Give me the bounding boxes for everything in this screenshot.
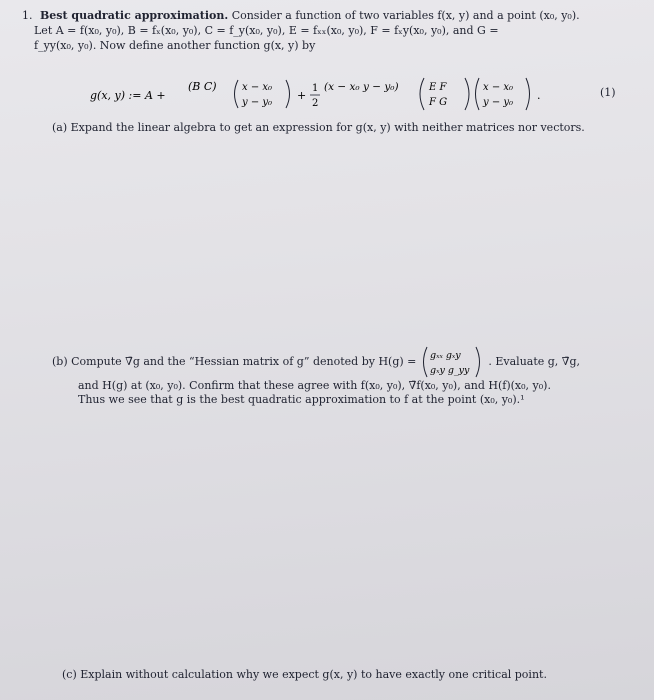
part-c: (c) Explain without calculation why we expect g(x, y) to have exactly one critical point.	[62, 668, 547, 681]
problem-number: 1.	[22, 9, 33, 22]
eq-plus: +	[297, 89, 307, 102]
eq-col1-top: x − x₀	[242, 82, 273, 93]
eq-matrix-bottom: F G	[429, 97, 448, 108]
hessian-top: gₓₓ gₓy	[430, 350, 462, 361]
intro-line-1	[22, 8, 637, 23]
eq-period: .	[537, 89, 541, 102]
eq-col1-bottom: y − y₀	[242, 97, 273, 108]
hessian-paren-right	[476, 347, 480, 377]
part-b-text-1-post: . Evaluate g, ∇̄g,	[488, 355, 581, 368]
intro-text-1: Consider a function of two variables f(x, y) and a point (x₀, y₀).	[231, 9, 580, 22]
part-b-line-1	[52, 345, 632, 379]
equation-number: (1)	[600, 86, 616, 99]
paren-left-matrix	[420, 78, 424, 110]
eq-half-den: 2	[312, 98, 319, 109]
eq-row-vector: (B C)	[188, 80, 217, 93]
part-b-line-3: Thus we see that g is the best quadratic approximation to f at the point (x₀, y₀).¹	[78, 393, 525, 406]
paren-right-2	[526, 78, 530, 110]
problem-title: Best quadratic approximation.	[40, 9, 229, 22]
eq-col2-top: x − x₀	[483, 82, 514, 93]
paren-right-1	[286, 80, 290, 108]
part-b-text-1: (b) Compute ∇̄g and the “Hessian matrix of g” denoted by H(g) =	[52, 355, 417, 368]
paren-left-2	[476, 78, 480, 110]
intro-line-3: f_yy(x₀, y₀). Now define another function g(x, y) by	[34, 39, 316, 52]
problem-header	[22, 8, 637, 53]
paren-right-matrix	[465, 78, 469, 110]
part-b-line-2: and H(g) at (x₀, y₀). Confirm that these agree with f(x₀, y₀), ∇̄f(x₀, y₀), and H(f)(x₀, y₀).	[78, 379, 551, 392]
paren-left-1	[235, 80, 239, 108]
hessian-paren-left	[424, 347, 428, 377]
equation-1	[90, 72, 560, 116]
eq-matrix-top: E F	[429, 82, 447, 93]
intro-line-2: Let A = f(x₀, y₀), B = fₓ(x₀, y₀), C = f_y(x₀, y₀), E = fₓₓ(x₀, y₀), F = fₓy(x₀, y₀), and G =	[34, 24, 499, 37]
eq-lhs: g(x, y) := A +	[90, 89, 166, 102]
eq-half-num: 1	[312, 83, 319, 94]
eq-col2-bottom: y − y₀	[483, 97, 514, 108]
part-b	[52, 345, 632, 407]
eq-row-vector-2: (x − x₀ y − y₀)	[324, 81, 399, 93]
part-a: (a) Expand the linear algebra to get an expression for g(x, y) with neither matrices nor vectors.	[52, 121, 585, 134]
hessian-bottom: gₓy g_yy	[430, 365, 470, 376]
hessian-matrix	[420, 345, 484, 379]
